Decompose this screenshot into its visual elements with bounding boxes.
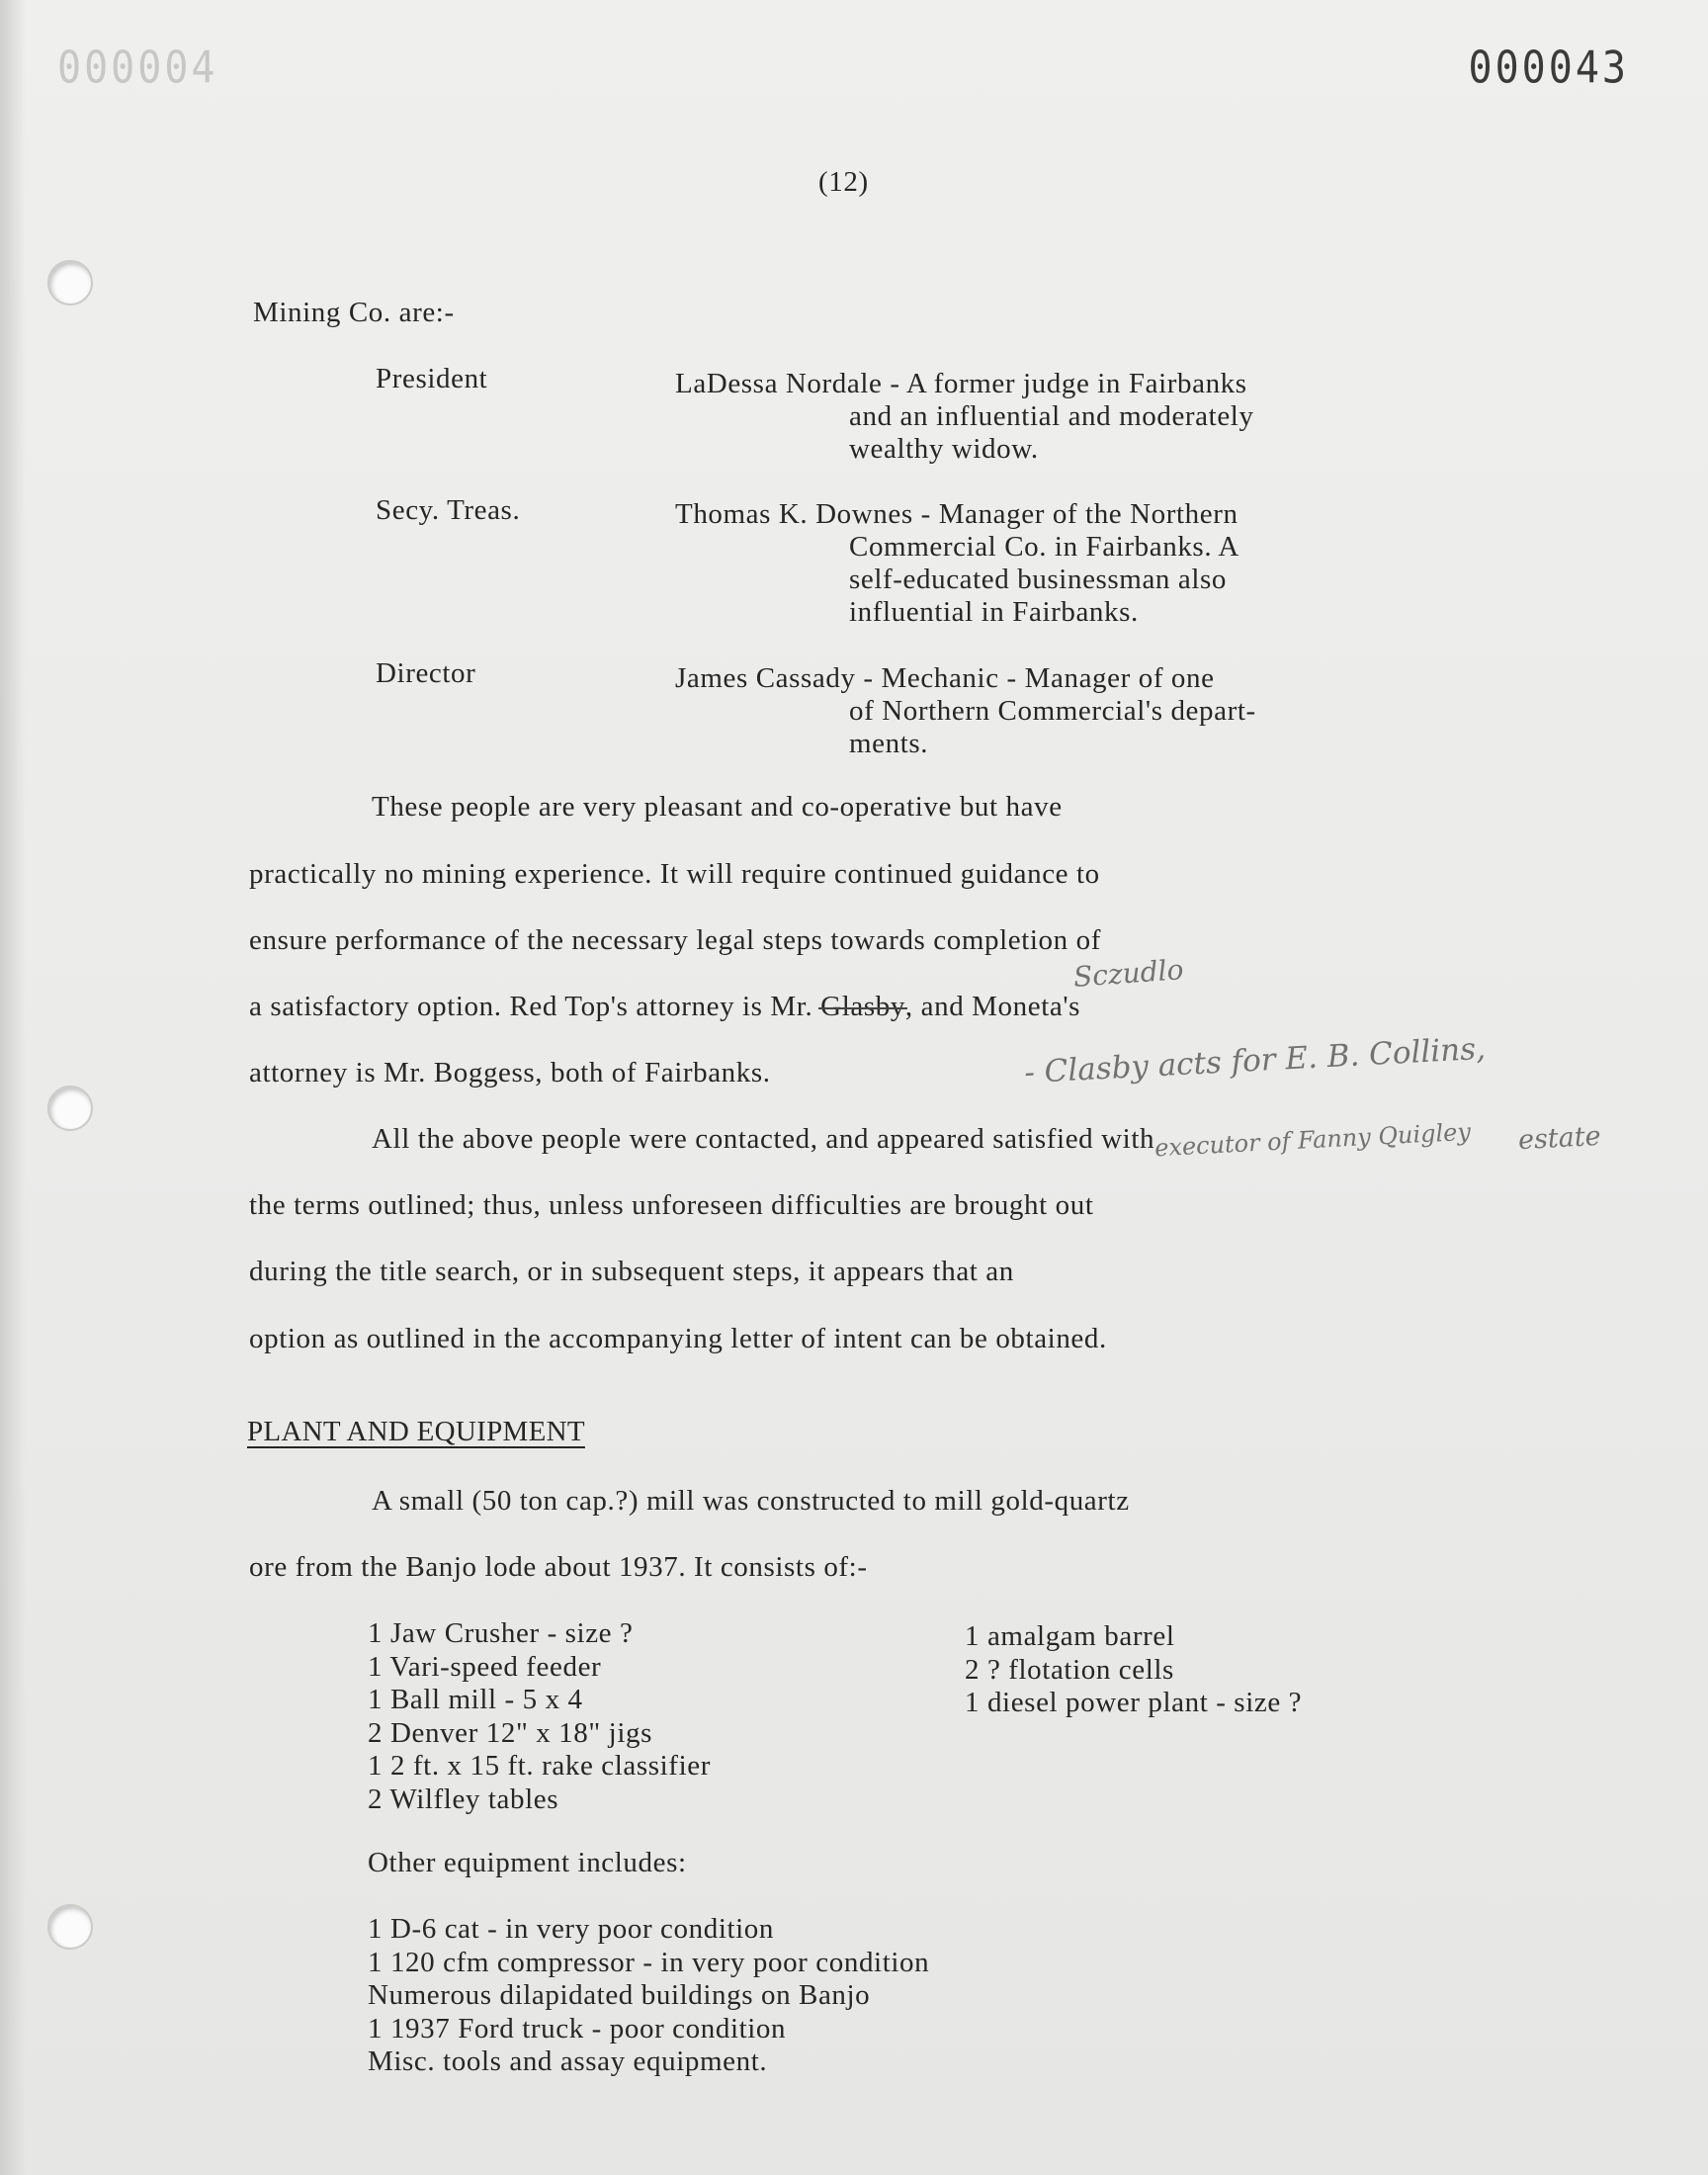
list-item: 2 Denver 12" x 18" jigs <box>368 1716 652 1749</box>
officer-desc-line: James Cassady - Mechanic - Manager of one <box>675 662 1215 694</box>
other-equipment-list <box>368 1913 929 2079</box>
paragraph-line: ore from the Banjo lode about 1937. It consists of:- <box>249 1551 868 1583</box>
officer-desc-line: influential in Fairbanks. <box>849 596 1139 628</box>
mill-equipment-list-left <box>368 1617 711 1816</box>
list-item: 2 ? flotation cells <box>965 1653 1174 1686</box>
officer-title-president: President <box>376 363 488 394</box>
handwritten-margin-note: estate <box>1517 1120 1602 1157</box>
handwritten-insert-name: Sczudlo <box>1071 953 1185 994</box>
officer-desc-president <box>675 368 1254 466</box>
list-item: 1 Jaw Crusher - size ? <box>368 1617 634 1649</box>
paragraph-line <box>249 991 1080 1023</box>
punch-hole-icon <box>47 1904 93 1950</box>
officer-title-director: Director <box>376 657 476 689</box>
officer-desc-secretary-treasurer <box>675 498 1239 629</box>
list-item: 1 Vari-speed feeder <box>368 1650 602 1683</box>
paragraph-line: during the title search, or in subsequent steps, it appears that an <box>249 1256 1014 1287</box>
page-number: (12) <box>818 166 869 198</box>
list-item: 1 D-6 cat - in very poor condition <box>368 1913 774 1945</box>
list-item: 1 amalgam barrel <box>965 1620 1175 1652</box>
officer-desc-director <box>675 662 1256 760</box>
list-item: 2 Wilfley tables <box>368 1783 559 1815</box>
officer-desc-line: Thomas K. Downes - Manager of the Northern <box>675 498 1238 530</box>
paragraph-line: ensure performance of the necessary legal steps towards completion of <box>249 924 1101 956</box>
handwritten-margin-note: executor of Fanny Quigley <box>1153 1117 1472 1163</box>
section-heading: PLANT AND EQUIPMENT <box>247 1416 585 1447</box>
list-item: 1 1937 Ford truck - poor condition <box>368 2012 787 2044</box>
paragraph-line: A small (50 ton cap.?) mill was constructed to mill gold-quartz <box>372 1485 1130 1517</box>
paragraph-line: These people are very pleasant and co-operative but have <box>372 791 1063 823</box>
intro-line: Mining Co. are:- <box>253 297 455 328</box>
officer-desc-line: Commercial Co. in Fairbanks. A <box>849 531 1239 563</box>
officer-desc-line: wealthy widow. <box>849 433 1039 465</box>
paragraph-line: attorney is Mr. Boggess, both of Fairbanks. <box>249 1057 771 1088</box>
handwritten-margin-note: - Clasby acts for E. B. Collins, <box>1023 1030 1487 1091</box>
other-equipment-heading: Other equipment includes: <box>368 1847 687 1878</box>
punch-hole-icon <box>47 260 93 305</box>
mill-equipment-list-right <box>965 1620 1302 1720</box>
paragraph-line: All the above people were contacted, and appeared satisfied with <box>372 1123 1155 1155</box>
paragraph-line: option as outlined in the accompanying letter of intent can be obtained. <box>249 1323 1107 1354</box>
struck-attorney-name: Glasby <box>820 991 905 1022</box>
list-item: Numerous dilapidated buildings on Banjo <box>368 1979 871 2011</box>
bates-stamp-number: 000043 <box>1468 43 1629 94</box>
list-item: 1 diesel power plant - size ? <box>965 1687 1303 1718</box>
paragraph-text: a satisfactory option. Red Top's attorney is Mr. <box>249 991 821 1022</box>
list-item: 1 2 ft. x 15 ft. rake classifier <box>368 1750 711 1782</box>
officer-desc-line: ments. <box>849 728 929 759</box>
officer-desc-line: of Northern Commercial's depart- <box>849 695 1256 727</box>
paragraph-text: , and Moneta's <box>904 991 1081 1022</box>
officer-desc-line: LaDessa Nordale - A former judge in Fairbanks <box>675 368 1247 399</box>
officer-desc-line: self-educated businessman also <box>849 564 1228 595</box>
officer-title-secretary-treasurer: Secy. Treas. <box>376 494 521 526</box>
faint-bleed-through-stamp: 000004 <box>57 43 218 94</box>
paragraph-line: the terms outlined; thus, unless unforeseen difficulties are brought out <box>249 1189 1094 1221</box>
punch-hole-icon <box>47 1086 93 1131</box>
list-item: 1 Ball mill - 5 x 4 <box>368 1684 583 1715</box>
list-item: 1 120 cfm compressor - in very poor condition <box>368 1946 930 1978</box>
paragraph-line: practically no mining experience. It will require continued guidance to <box>249 858 1100 890</box>
list-item: Misc. tools and assay equipment. <box>368 2045 768 2077</box>
officer-desc-line: and an influential and moderately <box>849 400 1254 432</box>
